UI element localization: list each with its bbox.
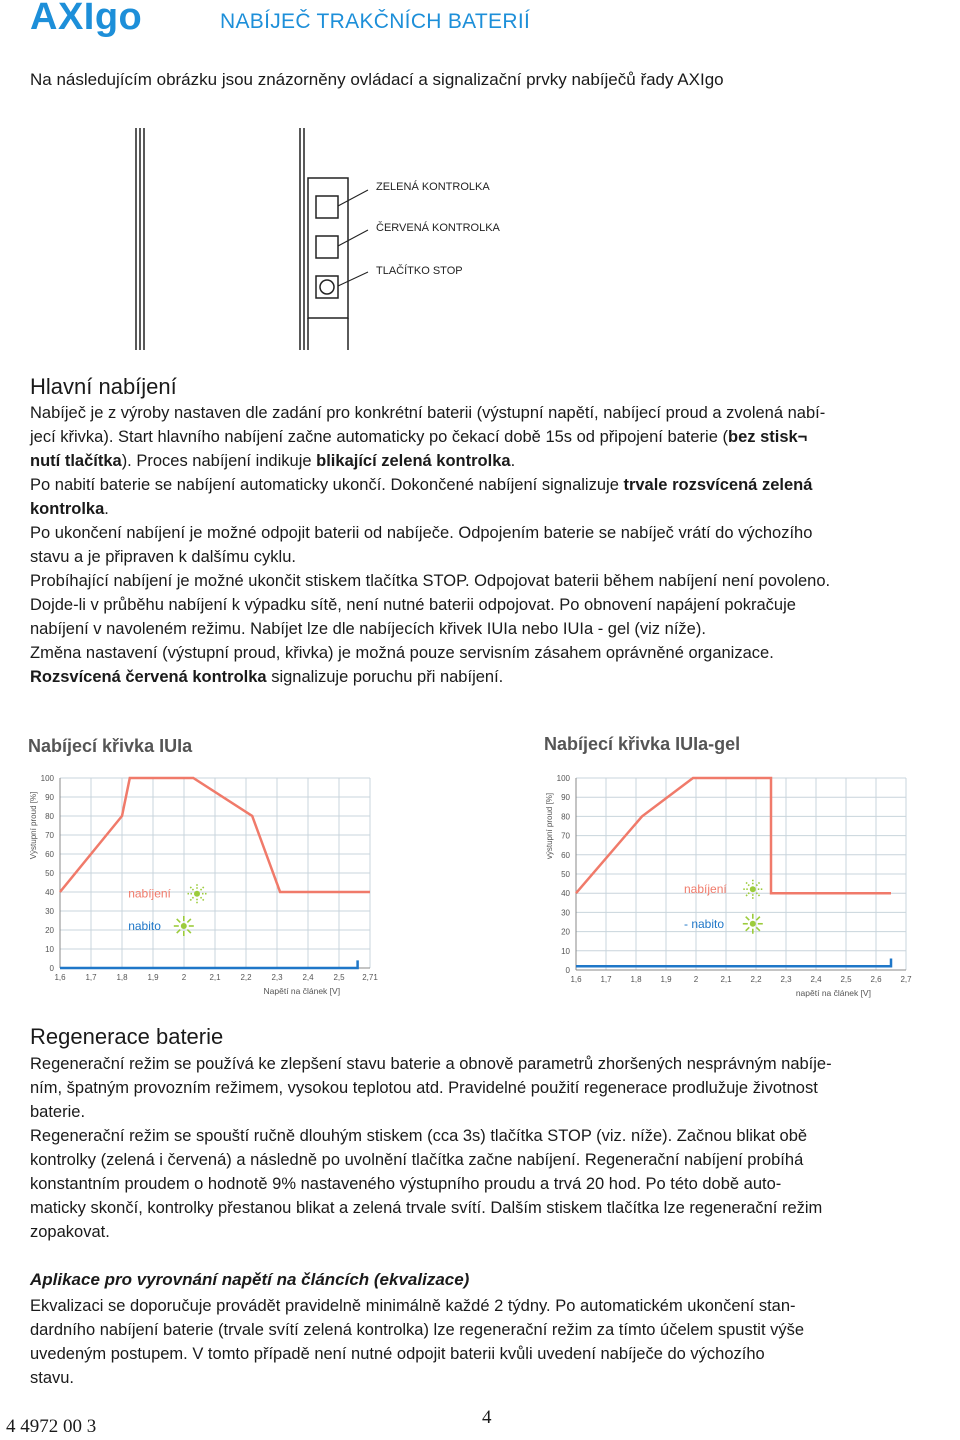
x-tick-label: 1,8 bbox=[116, 973, 128, 982]
red-indicator-window bbox=[316, 236, 338, 258]
y-tick-label: 100 bbox=[556, 774, 570, 783]
text-line: baterie. bbox=[30, 1103, 86, 1121]
y-tick-label: 10 bbox=[561, 946, 570, 956]
text-line: Rozsvícená červená kontrolka signalizuje poruchu při nabíjení. bbox=[30, 668, 504, 686]
text-line: jecí křivka). Start hlavního nabíjení začne automaticky po čekací době 15s od připojení baterie (bez stisk¬ bbox=[30, 428, 808, 446]
x-tick-label: 1,6 bbox=[570, 975, 582, 984]
y-tick-label: 20 bbox=[45, 926, 54, 935]
chart-iuia bbox=[20, 756, 390, 996]
text-line: Po nabití baterie se nabíjení automaticky ukončí. Dokončené nabíjení signalizuje trvale rozsvícená zelená bbox=[30, 476, 813, 494]
y-tick-label: 80 bbox=[45, 812, 54, 821]
y-axis-label: Výstupní proud [%] bbox=[29, 791, 38, 860]
label-green-led: ZELENÁ KONTROLKA bbox=[376, 181, 490, 193]
x-tick-label: 1,6 bbox=[54, 973, 66, 982]
equalization-text bbox=[30, 1294, 950, 1390]
x-tick-label: 2,6 bbox=[870, 975, 882, 984]
x-tick-label: 1,9 bbox=[660, 975, 672, 984]
x-tick-label: 2,2 bbox=[750, 975, 762, 984]
y-tick-label: 0 bbox=[565, 966, 570, 975]
green-led-icon bbox=[743, 914, 763, 934]
y-tick-label: 30 bbox=[45, 907, 54, 916]
text-line: stavu a je připraven k dalšímu cyklu. bbox=[30, 548, 296, 566]
y-tick-label: 90 bbox=[45, 793, 54, 802]
y-tick-label: 20 bbox=[561, 927, 570, 937]
y-tick-label: 10 bbox=[45, 945, 54, 954]
x-tick-label: 2,1 bbox=[209, 973, 221, 982]
text-line: Nabíječ je z výroby nastaven dle zadání pro konkrétní baterii (výstupní napětí, nabíjecí proud a zvolená nabí- bbox=[30, 404, 826, 422]
text-line: Regenerační režim se spouští ručně dlouhým stiskem (cca 3s) tlačítka STOP (viz. níže). Začnou blikat obě bbox=[30, 1127, 808, 1145]
y-tick-label: 60 bbox=[45, 850, 54, 859]
text-line: kontrolka. bbox=[30, 500, 109, 518]
green-indicator-window bbox=[316, 196, 338, 218]
main-charging-text bbox=[30, 401, 950, 689]
chart-iuia-title: Nabíjecí křivka IUIa bbox=[28, 736, 193, 756]
y-tick-label: 40 bbox=[45, 888, 54, 897]
x-tick-label: 1,9 bbox=[147, 973, 159, 982]
text-line: dardního nabíjení baterie (trvale svítí zelená kontrolka) lze regenerační režim za tímto účelem spustit výše bbox=[30, 1321, 805, 1339]
text-line: nutí tlačítka). Proces nabíjení indikuje blikající zelená kontrolka. bbox=[30, 452, 516, 470]
text-line: konstantním proudem o hodnotě 9% nastaveného výstupního proudu a trvá 20 hod. Po této době auto- bbox=[30, 1175, 782, 1193]
x-tick-label: 2,7 bbox=[900, 975, 912, 984]
brand-logo: AXIgo bbox=[30, 0, 143, 38]
document-number: 4 4972 00 3 bbox=[6, 1416, 97, 1437]
y-axis-label: výstupní proud [%] bbox=[545, 792, 554, 860]
x-tick-label: 2,3 bbox=[271, 973, 283, 982]
regeneration-text bbox=[30, 1052, 950, 1244]
x-axis-label: Napětí na článek [V] bbox=[263, 986, 341, 996]
x-tick-label: 2 bbox=[181, 973, 187, 982]
y-tick-label: 70 bbox=[45, 831, 54, 840]
text-line: maticky skončí, kontrolky přestanou blikat a zelená trvale svítí. Dalším stiskem tlačítka lze regenerační režim bbox=[30, 1199, 823, 1217]
text-line: nabíjení v navoleném režimu. Nabíjet lze dle nabíjecích křivek IUIa nebo IUIa - gel (viz níže). bbox=[30, 620, 706, 638]
page-number: 4 bbox=[482, 1407, 492, 1428]
text-line: ním, špatným provozním režimem, vysokou teplotou atd. Pravidelné použití regenerace prodlužuje životnost bbox=[30, 1079, 818, 1097]
y-tick-label: 60 bbox=[561, 850, 570, 860]
annotation-label: nabito bbox=[128, 919, 161, 933]
label-red-led: ČERVENÁ KONTROLKA bbox=[376, 222, 500, 234]
x-axis-label: napětí na článek [V] bbox=[795, 988, 871, 998]
text-line: Změna nastavení (výstupní proud, křivka) je možná pouze servisním zásahem oprávněné organizace. bbox=[30, 644, 774, 662]
y-tick-label: 40 bbox=[561, 889, 570, 899]
green-led-icon bbox=[174, 916, 194, 936]
x-tick-label: 2,71 bbox=[362, 973, 378, 982]
y-tick-label: 90 bbox=[561, 793, 570, 803]
text-line: kontrolky (zelená i červená) a následně po uvolnění tlačítka začne nabíjení. Regenerační nabíjení probíhá bbox=[30, 1151, 804, 1169]
x-tick-label: 2,4 bbox=[810, 975, 822, 984]
annotation-label: nabíjení bbox=[128, 886, 171, 901]
section-heading-regeneration: Regenerace baterie bbox=[30, 1024, 224, 1049]
y-tick-label: 70 bbox=[561, 831, 570, 841]
x-tick-label: 1,7 bbox=[600, 975, 612, 984]
x-tick-label: 2,3 bbox=[780, 975, 792, 984]
y-tick-label: 80 bbox=[561, 812, 570, 822]
text-line: Ekvalizaci se doporučuje provádět pravidelně minimálně každé 2 týdny. Po automatickém ukončení stan- bbox=[30, 1297, 796, 1315]
document-title: NABÍJEČ TRAKČNÍCH BATERIÍ bbox=[220, 10, 531, 33]
text-line: Dojde-li v průběhu nabíjení k výpadku sítě, není nutné baterii odpojovat. Po obnovení napájení pokračuje bbox=[30, 596, 796, 614]
y-tick-label: 50 bbox=[45, 869, 54, 878]
x-tick-label: 2,1 bbox=[720, 975, 732, 984]
text-line: Po ukončení nabíjení je možné odpojit baterii od nabíječe. Odpojením baterie se nabíječ vrátí do výchozího bbox=[30, 524, 813, 542]
text-line: uvedeným postupem. V tomto případě není nutné odpojit baterii kvůli uvedení nabíječe do výchozího bbox=[30, 1345, 765, 1363]
annotation-label: nabíjení bbox=[684, 882, 727, 897]
text-line: stavu. bbox=[30, 1369, 75, 1387]
control-panel-diagram bbox=[120, 118, 520, 350]
x-tick-label: 2,2 bbox=[240, 973, 252, 982]
label-stop-button: TLAČÍTKO STOP bbox=[376, 265, 463, 277]
y-tick-label: 30 bbox=[561, 908, 570, 918]
chart-iuia-gel bbox=[536, 756, 926, 1006]
intro-text: Na následujícím obrázku jsou znázorněny ovládací a signalizační prvky nabíječů řady AXIgo bbox=[30, 70, 724, 89]
section-heading-equalization: Aplikace pro vyrovnání napětí na článcích (ekvalizace) bbox=[30, 1270, 470, 1289]
x-tick-label: 1,8 bbox=[630, 975, 642, 984]
x-tick-label: 2,4 bbox=[302, 973, 314, 982]
text-line: zopakovat. bbox=[30, 1223, 110, 1241]
text-line: Probíhající nabíjení je možné ukončit stiskem tlačítka STOP. Odpojovat baterii během nabíjení není povoleno. bbox=[30, 572, 831, 590]
annotation-label: - nabito bbox=[684, 916, 725, 931]
y-tick-label: 100 bbox=[40, 774, 54, 783]
text-line: Regenerační režim se používá ke zlepšení stavu baterie a obnově parametrů zhoršených nesprávným nabíje- bbox=[30, 1055, 832, 1073]
x-tick-label: 1,7 bbox=[85, 973, 97, 982]
section-heading-main-charging: Hlavní nabíjení bbox=[30, 374, 177, 399]
x-tick-label: 2,5 bbox=[840, 975, 852, 984]
y-tick-label: 50 bbox=[561, 870, 570, 879]
x-tick-label: 2,5 bbox=[333, 973, 345, 982]
x-tick-label: 2 bbox=[693, 975, 699, 984]
chart-iuia-gel-title: Nabíjecí křivka IUIa-gel bbox=[544, 734, 741, 754]
y-tick-label: 0 bbox=[49, 964, 54, 973]
